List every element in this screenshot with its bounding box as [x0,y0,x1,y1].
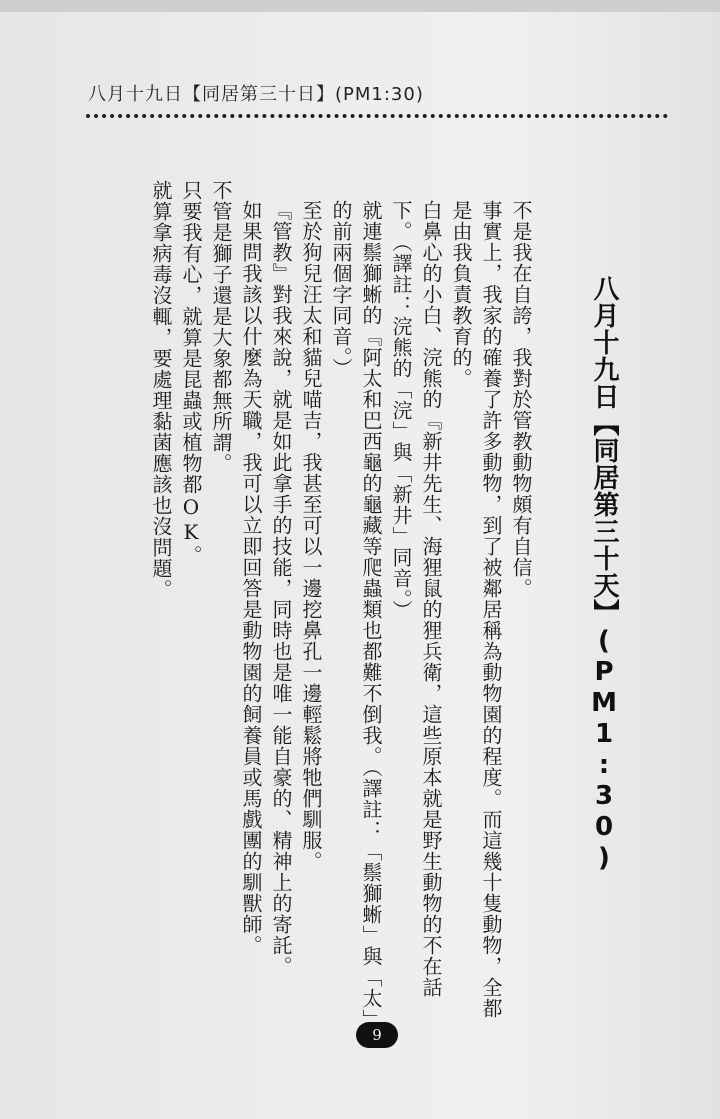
vertical-body-text [146,180,628,1025]
paragraph-9: 只要我有心，就算是昆蟲或植物都OK。 [179,180,203,566]
dotted-rule [86,114,668,118]
running-header: 八月十九日【同居第三十日】(PM1:30) [88,84,424,105]
paragraph-2: 事實上，我家的確養了許多動物，到了被鄰居稱為動物園的程度。而這幾十隻動物，全都是由我負責教育的。 [449,200,503,1019]
paragraph-10: 就算拿病毒沒輒，要處理黏菌應該也沒問題。 [149,180,173,600]
page-number-badge: 9 [356,1022,398,1048]
paragraph-5: 至於狗兒汪太和貓兒喵吉，我甚至可以一邊挖鼻孔一邊輕鬆將牠們馴服。 [299,200,323,872]
paragraph-1: 不是我在自誇，我對於管教動物頗有自信。 [509,200,533,599]
page-top-edge [0,0,720,12]
chapter-title: 八月十九日【同居第三十天】(PM1:30) [589,275,619,874]
paragraph-6: 『管教』對我來說，就是如此拿手的技能，同時也是唯一能自豪的、精神上的寄託。 [269,200,293,977]
paragraph-7: 如果問我該以什麼為天職，我可以立即回答是動物園的飼養員或馬戲團的馴獸師。 [239,200,263,956]
paragraph-8: 不管是獅子還是大象都無所謂。 [209,180,233,474]
paragraph-4: 就連鬃獅蜥的『阿太和巴西龜的龜藏等爬蟲類也都難不倒我。（譯註：「鬃獅蜥」與「太」的前兩個字同音。） [329,200,383,1020]
paragraph-3: 白鼻心的小白、浣熊的『新井先生、海狸鼠的狸兵衛，這些原本就是野生動物的不在話下。（譯註：浣熊的「浣」與「新井」同音。） [389,200,443,998]
